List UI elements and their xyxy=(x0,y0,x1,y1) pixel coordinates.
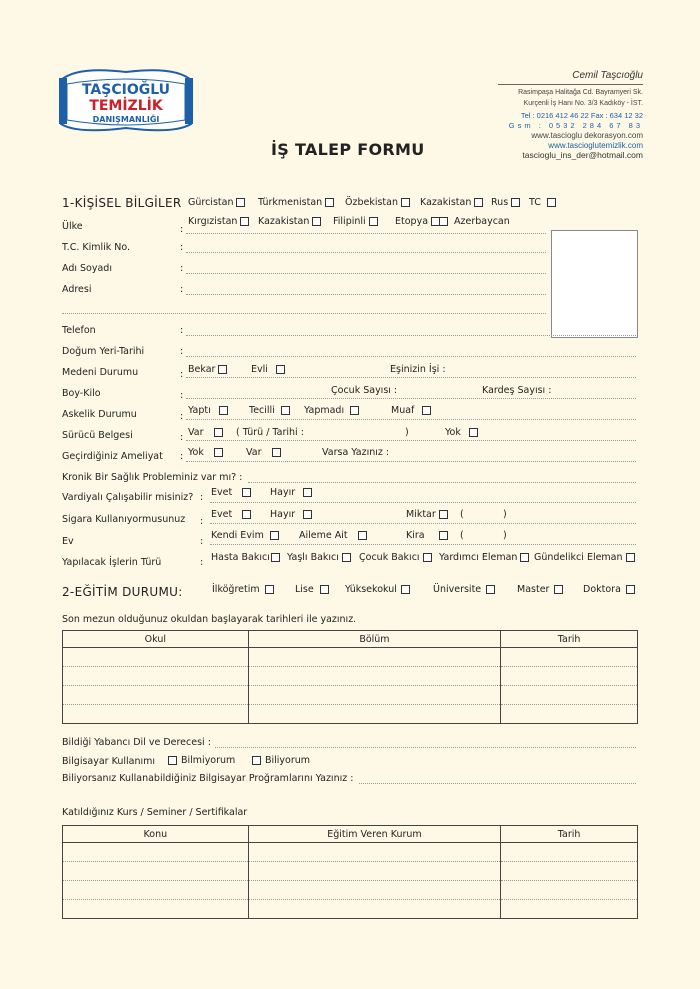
option-tecilli[interactable]: Tecilli xyxy=(249,405,290,416)
option-is-yardimci[interactable]: Yardımcı Eleman xyxy=(439,552,529,563)
country-option[interactable]: Filipinli xyxy=(333,216,378,227)
country-option[interactable]: Kazakistan xyxy=(420,197,483,208)
option-ameliyat-yok[interactable]: Yok xyxy=(188,447,223,458)
checkbox[interactable] xyxy=(236,198,245,207)
option-surucu-yok[interactable]: Yok xyxy=(445,427,478,438)
option-yapmadi[interactable]: Yapmadı xyxy=(304,405,359,416)
logo-line1: TAŞCIOĞLU xyxy=(81,82,171,98)
header-tarih: Tarih xyxy=(501,826,638,843)
label-surucu: Sürücü Belgesi xyxy=(62,430,133,441)
colon: : xyxy=(180,224,184,235)
header-kurum: Eğitim Veren Kurum xyxy=(248,826,501,843)
label-ulke: Ülke xyxy=(62,221,83,232)
header-okul: Okul xyxy=(63,631,249,648)
label-cocuk: Çocuk Sayısı : xyxy=(331,385,398,396)
header-bolum: Bölüm xyxy=(248,631,501,648)
option-surucu-var[interactable]: Var xyxy=(188,427,223,438)
country-option[interactable]: TC xyxy=(529,197,556,208)
field-programlar[interactable] xyxy=(359,783,636,784)
page-title: İŞ TALEP FORMU xyxy=(271,140,425,159)
checkbox[interactable] xyxy=(474,198,483,207)
option-sigara-evet[interactable]: Evet xyxy=(211,509,251,520)
field-ad[interactable] xyxy=(186,273,546,274)
option-bekar[interactable]: Bekar xyxy=(188,364,227,375)
section2-title: 2-EĞİTİM DURUMU: xyxy=(62,585,183,599)
label-programlar: Biliyorsanız Kullanabildiğiniz Bilgisayar Proğramlarını Yazınız : xyxy=(62,773,354,784)
country-option[interactable]: Özbekistan xyxy=(345,197,410,208)
contact-web1[interactable]: www.tascioglu dekorasyon.com xyxy=(531,131,643,140)
checkbox[interactable] xyxy=(439,217,448,226)
table-row[interactable] xyxy=(63,881,638,900)
field-telefon[interactable] xyxy=(186,335,636,336)
contact-email[interactable]: tascioglu_ins_der@hotmail.com xyxy=(522,150,643,160)
checkbox[interactable] xyxy=(547,198,556,207)
field-tc[interactable] xyxy=(186,252,546,253)
label-dogum: Doğum Yeri-Tarihi xyxy=(62,346,145,357)
country-option[interactable]: Kırgızistan xyxy=(188,216,249,227)
field-adres-2[interactable] xyxy=(62,313,546,314)
option-is-yasli[interactable]: Yaşlı Bakıcı xyxy=(287,552,351,563)
label-adres: Adresi xyxy=(62,284,92,295)
header-konu: Konu xyxy=(63,826,249,843)
logo-line3: DANIŞMANLIĞI xyxy=(92,115,160,124)
checkbox[interactable] xyxy=(240,217,249,226)
country-option[interactable]: Gürcistan xyxy=(188,197,245,208)
label-kurs: Katıldığınız Kurs / Seminer / Sertifikalar xyxy=(62,807,248,818)
option-bilmiyorum[interactable]: Bilmiyorum xyxy=(168,755,235,766)
logo-line2: TEMİZLİK xyxy=(89,98,163,114)
contact-address1: Rasimpaşa Halitağa Cd. Bayramyeri Sk. xyxy=(518,89,643,96)
label-vardiya: Vardiyalı Çalışabilir misiniz? xyxy=(62,492,194,503)
label-es: Eşinizin İşi : xyxy=(390,364,446,375)
label-varsa: Varsa Yazınız : xyxy=(322,447,390,458)
label-ev: Ev xyxy=(62,536,74,547)
option-is-gundelikci[interactable]: Gündelikci Eleman xyxy=(534,552,635,563)
field-adres[interactable] xyxy=(186,294,546,295)
label-ameliyat: Geçirdiğiniz Ameliyat xyxy=(62,451,163,462)
option-master[interactable]: Master xyxy=(517,584,563,595)
checkbox[interactable] xyxy=(401,198,410,207)
option-muaf[interactable]: Muaf xyxy=(391,405,431,416)
contact-phone: Tel : 0216 412 46 22 Fax : 634 12 32 xyxy=(520,111,643,120)
checkbox[interactable] xyxy=(325,198,334,207)
table-row[interactable] xyxy=(63,900,638,919)
label-dil: Bildiği Yabancı Dil ve Derecesi : xyxy=(62,737,211,748)
option-biliyorum[interactable]: Biliyorum xyxy=(252,755,310,766)
country-option[interactable]: Rus xyxy=(491,197,520,208)
field-dogum[interactable] xyxy=(186,356,636,357)
education-note: Son mezun olduğunuz okuldan başlayarak tarihleri ile yazınız. xyxy=(62,614,357,625)
option-lise[interactable]: Lise xyxy=(295,584,329,595)
contact-address2: Kurçenli İş Hanı No. 3/3 Kadıköy - İST. xyxy=(523,100,643,107)
table-row[interactable] xyxy=(63,667,638,686)
option-evli[interactable]: Evli xyxy=(251,364,285,375)
education-table xyxy=(62,630,638,724)
section1-title: 1-KİŞİSEL BİLGİLER xyxy=(62,196,182,210)
option-doktora[interactable]: Doktora xyxy=(583,584,635,595)
label-bilgisayar: Bilgisayar Kullanımı xyxy=(62,756,156,767)
option-ev-kira[interactable]: Kira xyxy=(406,530,448,541)
table-row[interactable] xyxy=(63,705,638,724)
field-kronik[interactable] xyxy=(248,482,636,483)
checkbox[interactable] xyxy=(312,217,321,226)
label-kronik: Kronik Bir Sağlık Probleminiz var mı? : xyxy=(62,472,243,483)
field-ameliyat[interactable] xyxy=(186,461,636,462)
table-row[interactable] xyxy=(63,686,638,705)
country-option[interactable]: Türkmenistan xyxy=(258,197,334,208)
field-boy[interactable] xyxy=(186,398,636,399)
option-vardiya-hayir[interactable]: Hayır xyxy=(270,487,312,498)
label-ad: Adı Soyadı xyxy=(62,263,112,274)
photo-box[interactable] xyxy=(551,230,638,338)
table-row[interactable] xyxy=(63,648,638,667)
option-is-hasta[interactable]: Hasta Bakıcı xyxy=(211,552,280,563)
label-tc: T.C. Kimlik No. xyxy=(62,242,131,253)
contact-gsm: Gsm : 0532 284 67 83 xyxy=(508,121,643,130)
field-ulke[interactable] xyxy=(186,233,546,234)
option-yuksekokul[interactable]: Yüksekokul xyxy=(345,584,410,595)
label-telefon: Telefon xyxy=(62,325,96,336)
field-medeni[interactable] xyxy=(186,377,636,378)
label-surucu-tur: ( Türü / Tarihi : xyxy=(236,427,304,438)
option-yapti[interactable]: Yaptı xyxy=(188,405,228,416)
label-is: Yapılacak İşlerin Türü xyxy=(62,557,162,568)
table-row[interactable] xyxy=(63,862,638,881)
option-sigara-miktar[interactable]: Miktar xyxy=(406,509,448,520)
checkbox[interactable] xyxy=(369,217,378,226)
checkbox[interactable] xyxy=(511,198,520,207)
contact-divider xyxy=(498,84,643,85)
header-tarih: Tarih xyxy=(501,631,638,648)
course-table xyxy=(62,825,638,919)
label-kardes: Kardeş Sayısı : xyxy=(482,385,552,396)
option-ilkogretim[interactable]: İlköğretim xyxy=(212,584,274,595)
option-ameliyat-var[interactable]: Var xyxy=(246,447,281,458)
table-row[interactable] xyxy=(63,843,638,862)
country-option[interactable]: Kazakistan xyxy=(258,216,321,227)
option-sigara-hayir[interactable]: Hayır xyxy=(270,509,312,520)
contact-web2[interactable]: www.tascioglutemizlik.com xyxy=(548,141,643,150)
country-option[interactable]: Azerbaycan xyxy=(439,216,510,227)
option-universite[interactable]: Üniversite xyxy=(433,584,495,595)
label-sigara: Sigara Kullanıyormusunuz xyxy=(62,514,186,525)
label-boy: Boy-Kilo xyxy=(62,388,101,399)
contact-name: Cemil Taşcıoğlu xyxy=(572,70,643,81)
company-logo xyxy=(57,62,195,138)
option-vardiya-evet[interactable]: Evet xyxy=(211,487,251,498)
option-is-cocuk[interactable]: Çocuk Bakıcı xyxy=(359,552,432,563)
label-askerlik: Askelik Durumu xyxy=(62,409,137,420)
field-dil[interactable] xyxy=(215,747,636,748)
country-option[interactable]: Etopya xyxy=(395,216,440,227)
option-ev-aile[interactable]: Aileme Ait xyxy=(299,530,367,541)
option-ev-kendi[interactable]: Kendi Evim xyxy=(211,530,279,541)
label-medeni: Medeni Durumu xyxy=(62,367,139,378)
